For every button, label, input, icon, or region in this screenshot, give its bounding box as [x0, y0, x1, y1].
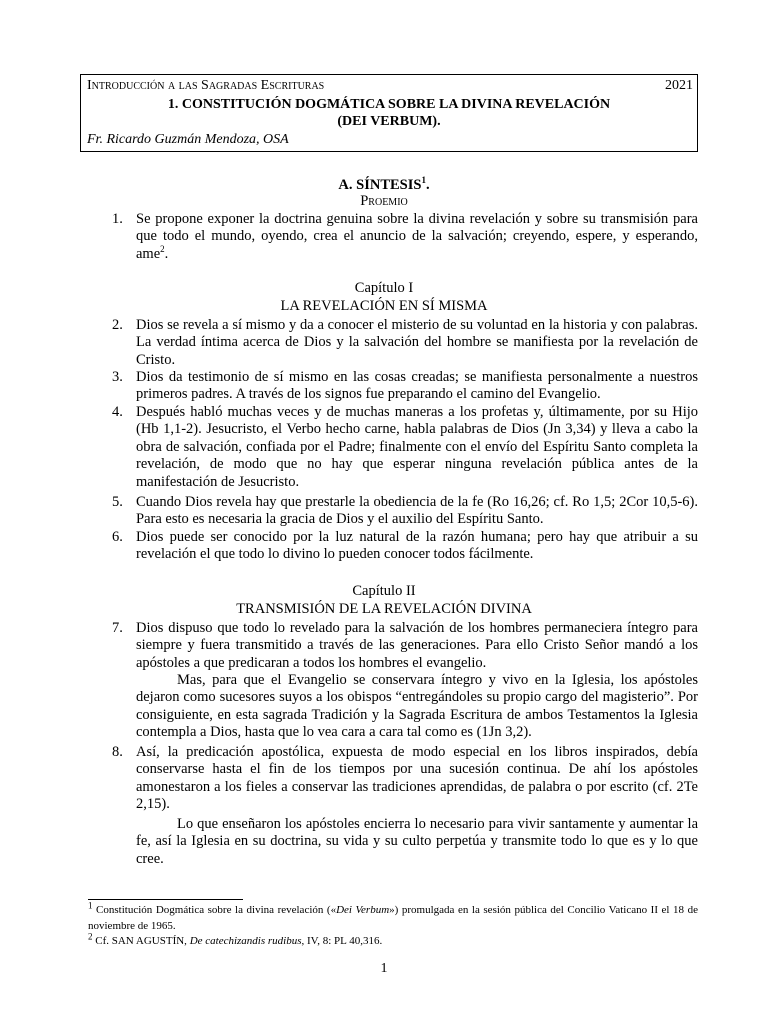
footnote-text: Constitución Dogmática sobre la divina revelación (« [92, 904, 337, 916]
section-a-label: A. SÍNTESIS [338, 177, 422, 193]
footnote-1 [88, 900, 698, 934]
list-item-1 [112, 211, 698, 263]
item-text: Dios da testimonio de sí mismo en las cosas creadas; se manifiesta personalmente a nuestros primeros padres. A través de los signos fue preparando el camino del Evangelio. [136, 369, 698, 403]
footnote-text: Cf. SAN AGUSTÍN, [92, 935, 190, 947]
item-text: Después habló muchas veces y de muchas maneras a los profetas y, últimamente, por su Hijo (Hb 1,1-2). Jesucristo, el Verbo hecho carne, habla palabras de Dios (Jn 3,34) y lleva a cabo la obra de salvación, confiada por el Padre; finalmente con el envío del Espíritu Santo completa la revelación, de modo que no hay que esperar ninguna revelación pública antes de la manifestación de Jesucristo. [136, 404, 698, 490]
list-item-4 [112, 404, 698, 491]
item-number: 3. [112, 369, 123, 385]
footnote-italic: De catechizandis rudibus [189, 935, 302, 947]
document-header [80, 74, 698, 152]
document-title-line1: 1. CONSTITUCIÓN DOGMÁTICA SOBRE LA DIVINA REVELACIÓN [167, 97, 611, 112]
paragraph-7b: Mas, para que el Evangelio se conservara íntegro y vivo en la Iglesia, los apóstoles dejaron como sucesores suyos a los obispos “entregándoles su propio cargo del magisterio”. Por consiguiente, en esta sagrada Tradición y la Sagrada Escritura de ambos Testamentos la Iglesia contempla a Dios, hasta que lo vea cara a cara tal como es (1Jn 3,2). [136, 672, 698, 741]
item-number: 2. [112, 317, 123, 333]
list-item-7 [112, 620, 698, 672]
footnote-2 [88, 931, 698, 950]
item-number: 6. [112, 529, 123, 545]
chapter-1-label: Capítulo I [354, 280, 414, 296]
section-a-heading [0, 177, 768, 194]
footnote-italic: Dei Verbum [336, 904, 390, 916]
list-item-5 [112, 494, 698, 529]
item-text-end: . [164, 245, 169, 262]
item-text [136, 211, 698, 263]
list-item-6 [112, 529, 698, 564]
page-number: 1 [380, 961, 388, 976]
footnote-text: , IV, 8: PL 40,316. [301, 935, 383, 947]
item-text-body: Se propone exponer la doctrina genuina sobre la divina revelación y sobre su transmisión para que todo el mundo, oyendo, crea el anuncio de la salvación; creyendo, espere, y esperando, ame [136, 211, 698, 262]
footnote-ref-1: 1 [421, 175, 426, 186]
item-text: Cuando Dios revela hay que prestarle la obediencia de la fe (Ro 16,26; cf. Ro 1,5; 2Cor 10,5-6). Para esto es necesaria la gracia de Dios y el auxilio del Espíritu Santo. [136, 494, 698, 528]
item-number: 1. [112, 211, 123, 227]
item-number: 8. [112, 744, 123, 760]
year-label: 2021 [665, 78, 693, 93]
footnote-number: 1 [88, 900, 93, 911]
item-text: Dios puede ser conocido por la luz natural de la razón humana; pero hay que atribuir a su revelación el que todo lo divino lo pueden conocer todos fácilmente. [136, 529, 698, 563]
footnote-ref-2: 2 [160, 243, 165, 254]
item-text: Así, la predicación apostólica, expuesta de modo especial en los libros inspirados, debía conservarse hasta el fin de los tiempos por una sucesión continua. De ahí los apóstoles amonestaron a los fieles a conservar las tradiciones aprendidas, de palabra o por escrito (cf. 2Te 2,15). [136, 744, 698, 813]
list-item-3 [112, 369, 698, 404]
chapter-1-title: LA REVELACIÓN EN SÍ MISMA [280, 298, 488, 314]
section-a-end: . [425, 177, 430, 193]
list-item-2 [112, 317, 698, 369]
proemio-heading: Proemio [360, 193, 408, 209]
item-text: Dios dispuso que todo lo revelado para la salvación de los hombres permaneciera íntegro para siempre y fuera transmitido a través de las generaciones. Para ello Cristo Señor mandó a los apóstoles a que predicaran a todos los hombres el evangelio. [136, 620, 698, 671]
item-number: 4. [112, 404, 123, 420]
footnote-separator [88, 899, 243, 900]
list-item-8 [112, 744, 698, 814]
author-name: Fr. Ricardo Guzmán Mendoza, OSA [87, 132, 289, 147]
document-title-line2: (DEI VERBUM). [337, 114, 441, 129]
document-title [81, 96, 697, 130]
footnote-text: ») promulgada en la sesión pública del Concilio Vaticano II el 18 de noviembre de 1965. [88, 904, 698, 932]
chapter-2-title: TRANSMISIÓN DE LA REVELACIÓN DIVINA [236, 601, 532, 617]
footnote-number: 2 [88, 931, 93, 942]
course-title: Introducción a las Sagradas Escrituras [87, 78, 325, 93]
paragraph-8b: Lo que enseñaron los apóstoles encierra lo necesario para vivir santamente y aumentar la fe, así la Iglesia en su doctrina, su vida y su culto perpetúa y transmite todo lo que es y lo que cree. [136, 816, 698, 867]
item-number: 7. [112, 620, 123, 636]
item-number: 5. [112, 494, 123, 510]
chapter-2-label: Capítulo II [352, 583, 416, 599]
item-text: Dios se revela a sí mismo y da a conocer el misterio de su voluntad en la historia y con palabras. La verdad íntima acerca de Dios y la salvación del hombre se manifiesta por la revelación de Cristo. [136, 317, 698, 368]
